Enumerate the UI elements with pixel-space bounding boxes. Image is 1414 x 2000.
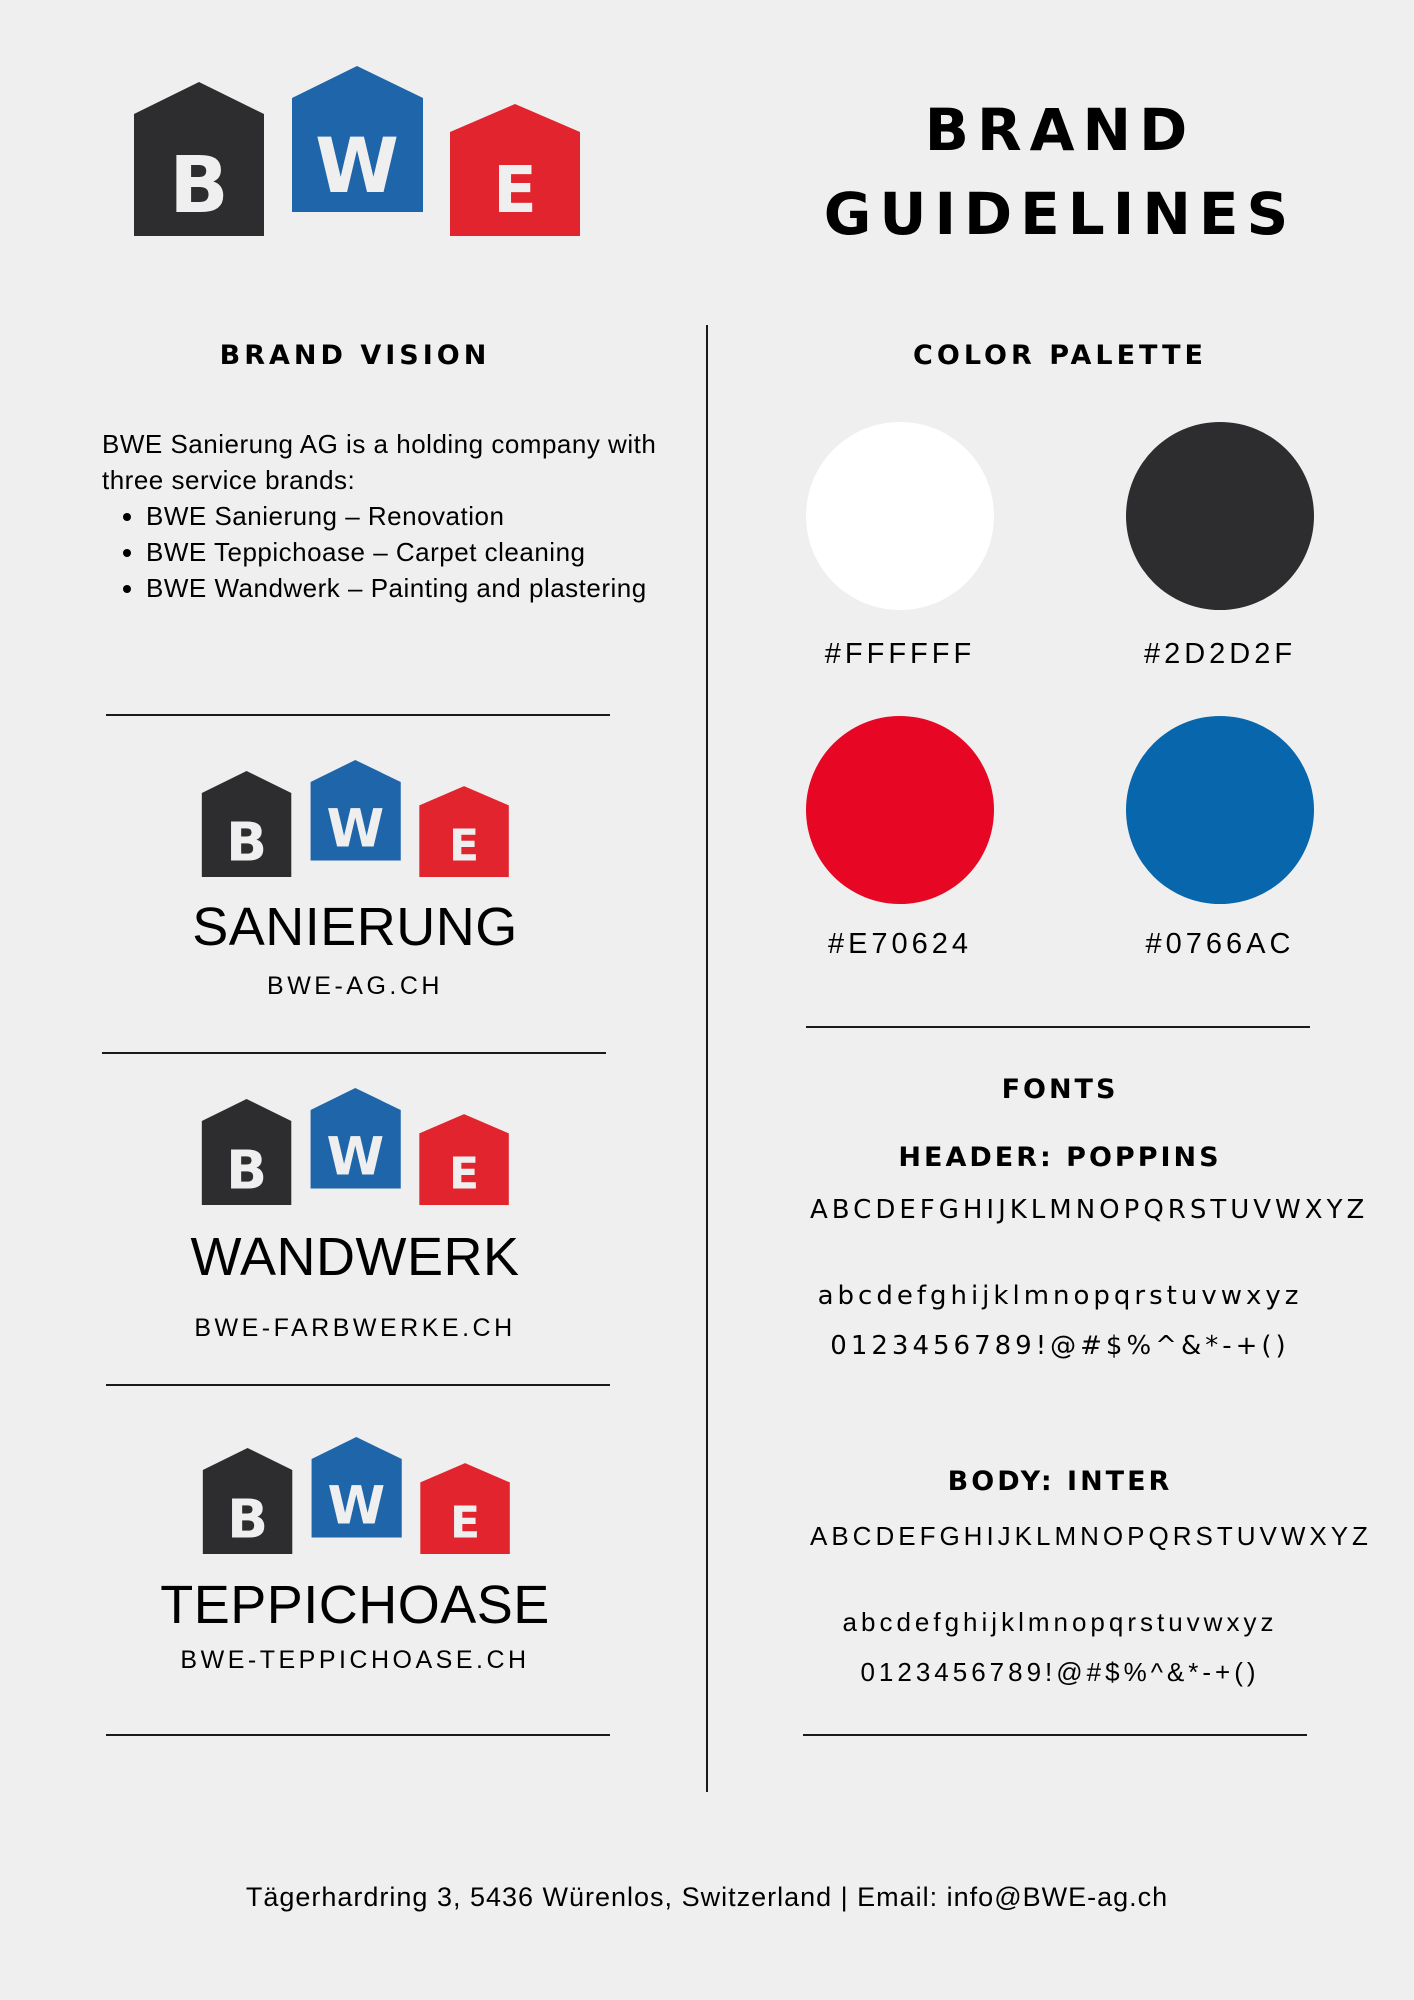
- svg-text:E: E: [450, 1497, 481, 1549]
- divider-line: [106, 714, 610, 716]
- bwe-logo-graphic: [200, 1099, 512, 1205]
- swatch-label-blue: #0766AC: [1145, 928, 1295, 960]
- svg-text:B: B: [227, 1487, 269, 1551]
- body-font-label: BODY: INTER: [947, 1466, 1173, 1497]
- brand-name-wandwerk: WANDWERK: [190, 1227, 520, 1287]
- swatch-dark: [1126, 422, 1314, 610]
- svg-text:E: E: [449, 1148, 480, 1200]
- swatch-label-red: #E70624: [827, 928, 973, 960]
- logo-letter-b: B: [169, 141, 229, 231]
- bwe-logo-graphic: [201, 1448, 513, 1554]
- svg-text:W: W: [326, 798, 385, 860]
- svg-text:B: B: [226, 810, 268, 874]
- page-title: [790, 88, 1330, 256]
- svg-text:W: W: [326, 1126, 385, 1188]
- brand-url-sanierung: BWE-AG.CH: [267, 972, 443, 1000]
- main-logo: [134, 82, 582, 236]
- swatch-red: [806, 716, 994, 904]
- title-line-1: BRAND: [924, 96, 1196, 164]
- header-font-uppercase: ABCDEFGHIJKLMNOPQRSTUVWXYZ: [810, 1195, 1369, 1225]
- footer-contact: Tägerhardring 3, 5436 Würenlos, Switzerland | Email: info@BWE-ag.ch: [245, 1882, 1169, 1912]
- brand-list-item: • BWE Teppichoase – Carpet cleaning: [146, 534, 662, 570]
- brand-list-item: • BWE Sanierung – Renovation: [146, 498, 662, 534]
- fonts-heading: FONTS: [1001, 1074, 1119, 1105]
- sanierung-logo: [200, 771, 512, 877]
- swatch-label-white: #FFFFFF: [824, 638, 976, 670]
- brand-url-wandwerk: BWE-FARBWERKE.CH: [194, 1314, 516, 1342]
- title-line-2: GUIDELINES: [823, 180, 1297, 248]
- bwe-logo-graphic: [200, 771, 512, 877]
- brand-list: [102, 498, 662, 606]
- body-font-uppercase: ABCDEFGHIJKLMNOPQRSTUVWXYZ: [810, 1521, 1372, 1551]
- svg-text:B: B: [226, 1138, 268, 1202]
- divider-line: [806, 1026, 1310, 1028]
- brand-list-item: • BWE Wandwerk – Painting and plastering: [146, 570, 662, 606]
- svg-text:E: E: [449, 820, 480, 872]
- header-font-lowercase: abcdefghijklmnopqrstuvwxyz: [817, 1281, 1303, 1311]
- brand-vision-heading: BRAND VISION: [219, 340, 491, 371]
- body-font-lowercase: abcdefghijklmnopqrstuvwxyz: [842, 1607, 1278, 1637]
- divider-line: [106, 1384, 610, 1386]
- body-font-numbers: 0123456789!@#$%^&*-+(): [860, 1657, 1260, 1687]
- brand-name-teppichoase: TEPPICHOASE: [160, 1575, 550, 1635]
- swatch-label-dark: #2D2D2F: [1143, 638, 1297, 670]
- divider-line: [102, 1052, 606, 1054]
- header-font-numbers: 0123456789!@#$%^&*-+(): [830, 1331, 1290, 1361]
- wandwerk-logo: [200, 1099, 512, 1205]
- logo-letter-e: E: [493, 154, 537, 228]
- swatch-blue: [1126, 716, 1314, 904]
- bwe-logo-graphic: [134, 82, 582, 236]
- brand-vision-text: [102, 426, 662, 606]
- logo-letter-w: W: [315, 121, 399, 210]
- divider-line: [106, 1734, 610, 1736]
- brand-vision-intro: BWE Sanierung AG is a holding company with three service brands:: [102, 429, 657, 495]
- brand-name-sanierung: SANIERUNG: [192, 897, 518, 957]
- header-font-label: HEADER: POPPINS: [898, 1142, 1222, 1173]
- color-palette-heading: COLOR PALETTE: [913, 340, 1207, 371]
- divider-line: [803, 1734, 1307, 1736]
- swatch-white: [806, 422, 994, 610]
- teppichoase-logo: [201, 1448, 513, 1554]
- brand-url-teppichoase: BWE-TEPPICHOASE.CH: [180, 1646, 530, 1674]
- svg-text:W: W: [327, 1475, 386, 1537]
- center-divider: [706, 325, 708, 1792]
